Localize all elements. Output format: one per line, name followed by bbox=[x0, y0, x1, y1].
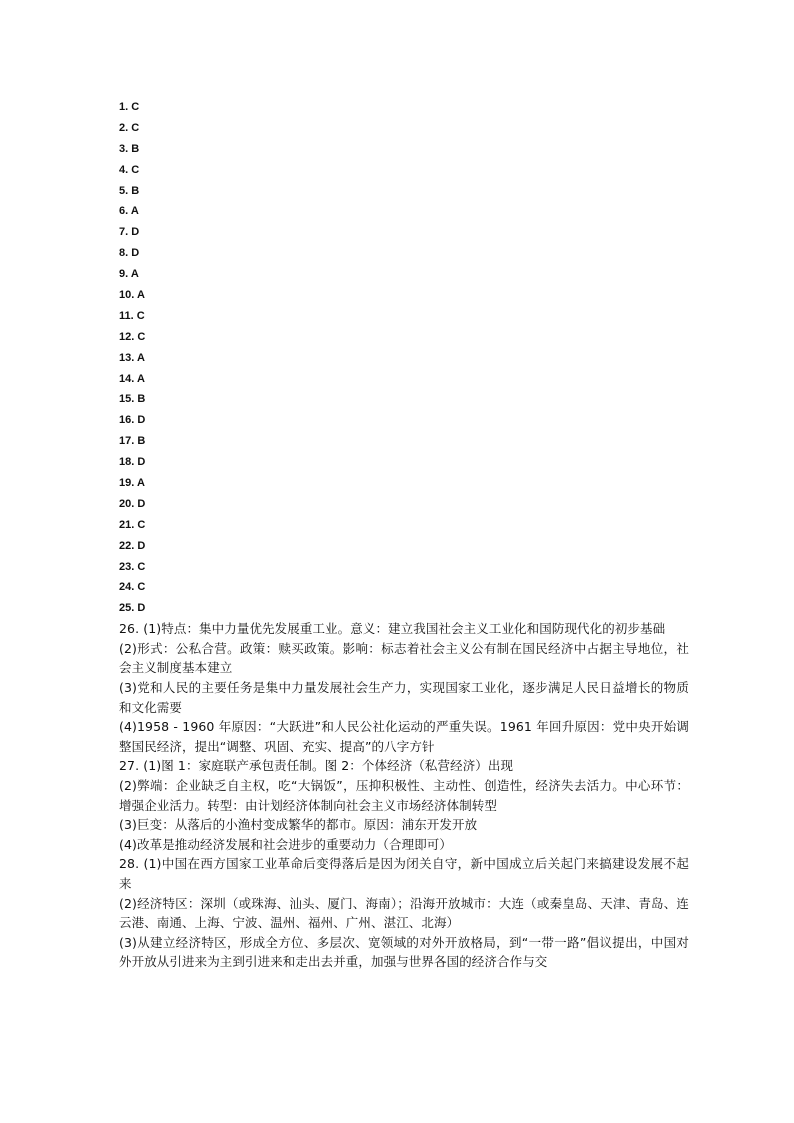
answer-choice: C bbox=[137, 581, 146, 594]
answer-choice: C bbox=[136, 309, 145, 322]
answer-item bbox=[119, 222, 689, 243]
q28-part1: 28. (1)中国在西方国家工业革命后变得落后是因为闭关自守，新中国成立后关起门来搞建设发展不起来 bbox=[119, 856, 689, 891]
answer-item bbox=[119, 139, 689, 160]
answer-item bbox=[119, 473, 689, 494]
answer-item bbox=[119, 577, 689, 598]
q27-part2: (2)弊端：企业缺乏自主权，吃“大锅饭”，压抑积极性、主动性、创造性，经济失去活力。中心环节：增强企业活力。转型：由计划经济体制向社会主义市场经济体制转型 bbox=[119, 778, 689, 813]
multiple-choice-answers bbox=[119, 97, 689, 619]
q27-part3: (3)巨变：从落后的小渔村变成繁华的都市。原因：浦东开发开放 bbox=[119, 817, 478, 833]
answer-choice: D bbox=[137, 539, 146, 552]
answer-number: 20. bbox=[119, 497, 135, 510]
q26-part1: 26. (1)特点：集中力量优先发展重工业。意义：建立我国社会主义工业化和国防现代化的初步基础 bbox=[119, 621, 666, 637]
answer-item bbox=[119, 557, 689, 578]
q26-part2: (2)形式：公私合营。政策：赎买政策。影响：标志着社会主义公有制在国民经济中占据主导地位，社会主义制度基本建立 bbox=[119, 640, 689, 676]
answer-item bbox=[119, 598, 689, 619]
answer-number: 24. bbox=[119, 581, 135, 594]
q26-part3: (3)党和人民的主要任务是集中力量发展社会生产力，实现国家工业化，逐步满足人民日益增长的物质和文化需要 bbox=[119, 680, 689, 715]
answer-choice: A bbox=[136, 289, 145, 302]
answer-item bbox=[119, 118, 689, 139]
answer-choice: C bbox=[131, 163, 140, 176]
answer-choice: A bbox=[136, 351, 145, 364]
answer-number: 7. bbox=[119, 226, 129, 239]
answer-number: 14. bbox=[119, 372, 135, 385]
answer-item bbox=[119, 201, 689, 222]
answer-number: 21. bbox=[119, 518, 135, 531]
answer-choice: D bbox=[131, 247, 140, 260]
answer-number: 5. bbox=[119, 184, 129, 197]
answer-choice: A bbox=[130, 268, 139, 281]
answer-number: 10. bbox=[119, 289, 135, 302]
answer-number: 12. bbox=[119, 330, 135, 343]
answer-number: 3. bbox=[119, 142, 129, 155]
answer-number: 9. bbox=[119, 268, 129, 281]
answer-choice: D bbox=[137, 497, 146, 510]
answer-number: 19. bbox=[119, 477, 135, 490]
answer-number: 4. bbox=[119, 163, 129, 176]
answer-item bbox=[119, 348, 689, 369]
answer-item bbox=[119, 494, 689, 515]
answer-item bbox=[119, 515, 689, 536]
answer-choice: C bbox=[131, 121, 140, 134]
answer-choice: D bbox=[131, 226, 140, 239]
question-27 bbox=[119, 756, 689, 854]
answer-item bbox=[119, 243, 689, 264]
answer-number: 2. bbox=[119, 121, 129, 134]
answer-choice: B bbox=[137, 393, 146, 406]
answer-number: 15. bbox=[119, 393, 135, 406]
answer-key-content bbox=[119, 97, 689, 972]
question-26 bbox=[119, 619, 689, 756]
answer-choice: D bbox=[137, 602, 146, 615]
answer-item bbox=[119, 181, 689, 202]
answer-item bbox=[119, 97, 689, 118]
answer-number: 22. bbox=[119, 539, 135, 552]
answer-choice: C bbox=[137, 330, 146, 343]
answer-number: 6. bbox=[119, 205, 129, 218]
answer-number: 16. bbox=[119, 414, 135, 427]
answer-number: 23. bbox=[119, 560, 135, 573]
answer-number: 25. bbox=[119, 602, 135, 615]
answer-item bbox=[119, 264, 689, 285]
q28-part3: (3)从建立经济特区，形成全方位、多层次、宽领域的对外开放格局，到“一带一路”倡议提出，中国对外开放从引进来为主到引进来和走出去并重，加强与世界各国的经济合作与交 bbox=[119, 934, 689, 970]
question-28 bbox=[119, 854, 689, 972]
answer-item bbox=[119, 410, 689, 431]
answer-item bbox=[119, 452, 689, 473]
answer-item bbox=[119, 536, 689, 557]
answer-choice: B bbox=[137, 435, 146, 448]
answer-item bbox=[119, 431, 689, 452]
q26-part4: (4)1958 - 1960 年原因：“大跃进”和人民公社化运动的严重失误。1961 年回升原因：党中央开始调整国民经济，提出“调整、巩固、充实、提高”的八字方针 bbox=[119, 719, 689, 754]
answer-number: 11. bbox=[119, 309, 134, 322]
answer-choice: B bbox=[131, 142, 140, 155]
answer-item bbox=[119, 327, 689, 348]
q28-part2: (2)经济特区：深圳（或珠海、汕头、厦门、海南）；沿海开放城市：大连（或秦皇岛、天津、青岛、连云港、南通、上海、宁波、温州、福州、广州、湛江、北海） bbox=[119, 895, 689, 931]
answer-item bbox=[119, 306, 689, 327]
answer-number: 13. bbox=[119, 351, 135, 364]
q27-part1: 27. (1)图 1：家庭联产承包责任制。图 2：个体经济（私营经济）出现 bbox=[119, 758, 514, 774]
answer-choice: A bbox=[136, 372, 145, 385]
answer-number: 18. bbox=[119, 456, 135, 469]
answer-item bbox=[119, 160, 689, 181]
answer-choice: A bbox=[130, 205, 139, 218]
answer-number: 1. bbox=[119, 101, 129, 113]
answer-number: 17. bbox=[119, 435, 135, 448]
answer-choice: A bbox=[136, 477, 145, 490]
answer-item bbox=[119, 285, 689, 306]
answer-choice: D bbox=[137, 414, 146, 427]
answer-item bbox=[119, 389, 689, 410]
answer-choice: C bbox=[131, 101, 140, 113]
answer-item bbox=[119, 369, 689, 390]
answer-choice: C bbox=[137, 518, 146, 531]
answer-choice: D bbox=[137, 456, 146, 469]
answer-choice: B bbox=[131, 184, 140, 197]
q27-part4: (4)改革是推动经济发展和社会进步的重要动力（合理即可） bbox=[119, 836, 453, 852]
answer-choice: C bbox=[137, 560, 146, 573]
answer-number: 8. bbox=[119, 247, 129, 260]
